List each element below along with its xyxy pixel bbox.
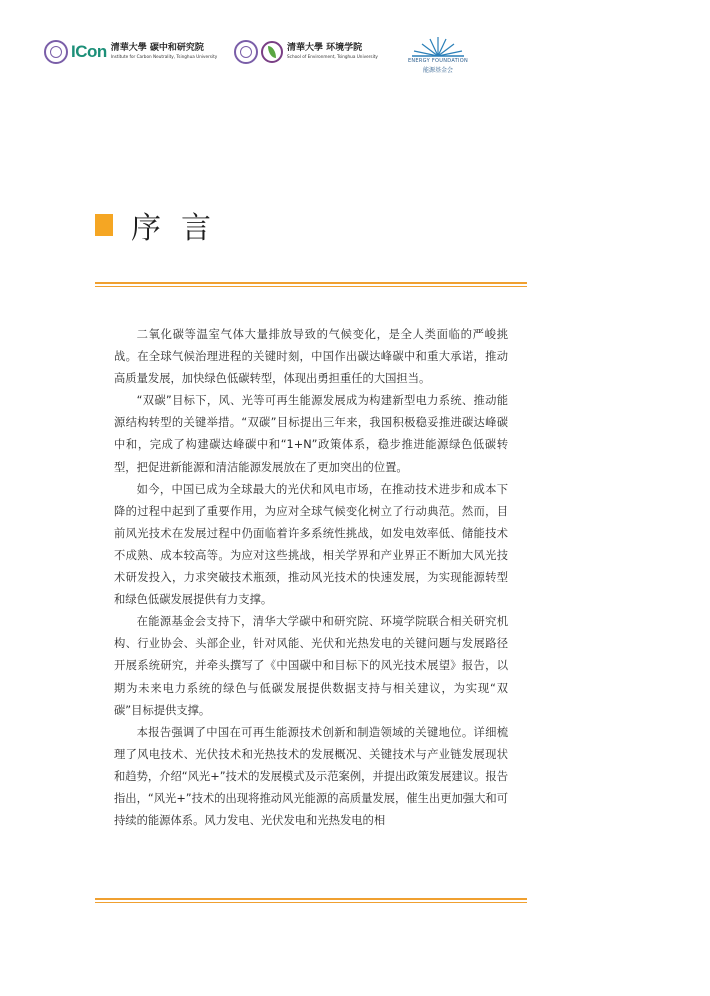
paragraph: 如今，中国已成为全球最大的光伏和风电市场，在推动技术进步和成本下降的过程中起到了重要作用，为应对全球气候变化树立了行动典范。然而，目前风光技术在发展过程中仍面临着许多系统性挑战，如发电效率低、储能技术不成熟、成本较高等。为应对这些挑战，相关学界和产业界正不断加大风光技术研发投入，力求突破技术瓶颈，推动风光技术的快速发展，为实现能源转型和绿色低碳发展提供有力支撑。 (114, 482, 508, 607)
page-title: 序言 (131, 211, 231, 246)
environment-leaf-icon (261, 41, 283, 63)
paragraph: 本报告强调了中国在可再生能源技术创新和制造领域的关键地位。详细梳理了风电技术、光伏技术和光热技术的发展概况、关键技术与产业链发展现状和趋势，介绍“风光+”技术的发展模式及示范案例，并提出政策发展建议。报告指出，“风光+”技术的出现将推动风光能源的高质量发展，催生出更加强大和可持续的能源体系。风力发电、光伏发电和光热发电的相 (114, 725, 508, 828)
header-logos (44, 40, 484, 84)
school-name-en: School of Environment, Tsinghua University (287, 54, 378, 60)
paragraph: 在能源基金会支持下，清华大学碳中和研究院、环境学院联合相关研究机构、行业协会、头部企业，针对风能、光伏和光热发电的关键问题与发展路径开展系统研究，并牵头撰写了《中国碳中和目标下的风光技术展望》报告，以期为未来电力系统的绿色与低碳发展提供数据支持与相关建议，为实现“双碳”目标提供支撑。 (114, 615, 508, 717)
bottom-divider (95, 898, 527, 903)
energy-foundation-name-cn: 能源基金会 (422, 67, 453, 74)
tsinghua-seal-icon (234, 40, 258, 64)
institute-name-en: Institute for Carbon Neutrality, Tsinghua University (110, 54, 218, 60)
energy-foundation-name-en: ENERGY FOUNDATION (407, 58, 469, 64)
title-accent-square (95, 214, 113, 236)
energy-foundation-logo (402, 36, 474, 74)
institute-name-cn: 清華大學 碳中和研究院 (110, 43, 204, 54)
carbon-neutrality-institute-logo (44, 40, 217, 64)
school-name-cn: 清華大學 环境学院 (287, 43, 363, 54)
top-divider (95, 282, 527, 287)
school-of-environment-logo (234, 40, 378, 64)
paragraph: “双碳”目标下，风、光等可再生能源发展成为构建新型电力系统、推动能源结构转型的关键举措。“双碳”目标提出三年来，我国积极稳妥推进碳达峰碳中和，完成了构建碳达峰碳中和“1+N”政策体系，稳步推进能源绿色低碳转型，把促进新能源和清洁能源发展放在了更加突出的位置。 (114, 394, 508, 474)
paragraph: 二氧化碳等温室气体大量排放导致的气候变化，是全人类面临的严峻挑战。在全球气候治理进程的关键时刻，中国作出碳达峰碳中和重大承诺，推动高质量发展，加快绿色低碳转型，体现出勇担重任的大国担当。 (114, 328, 508, 386)
section-heading (95, 203, 231, 247)
tsinghua-seal-icon (44, 40, 68, 64)
icon-logo-text: ICon (71, 42, 107, 61)
preface-body (114, 324, 508, 832)
energy-foundation-burst-icon (410, 36, 466, 58)
